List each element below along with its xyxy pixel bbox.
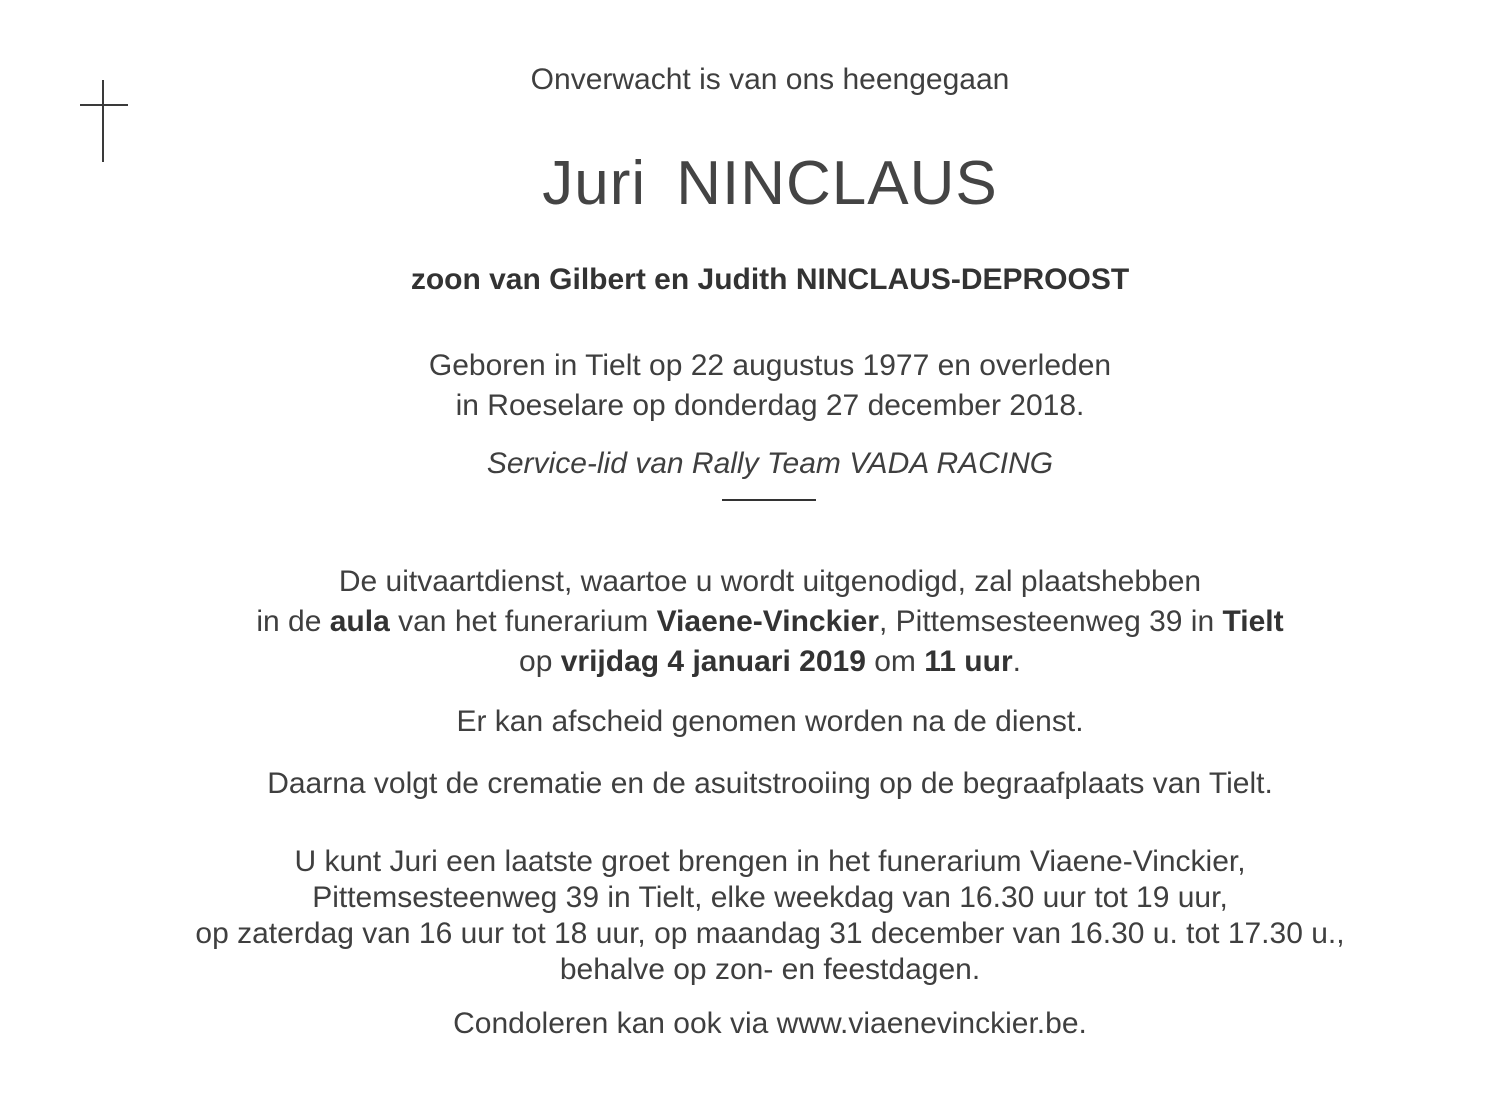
- visitation-line-4: behalve op zon- en feestdagen.: [559, 953, 981, 986]
- farewell-text: Er kan afscheid genomen worden na de dienst.: [456, 705, 1084, 738]
- funeral-line-3-suffix: .: [1012, 645, 1021, 678]
- venue-name: Viaene-Vinckier: [656, 605, 879, 638]
- funeral-line-3: [0, 644, 1500, 680]
- intro-text: Onverwacht is van ons heengegaan: [530, 63, 1010, 96]
- condolences-text: Condoleren kan ook via www.viaenevinckier.be.: [453, 1007, 1087, 1040]
- birth-line-2: in Roeselare op donderdag 27 december 2018.: [455, 389, 1085, 422]
- visitation-line-2: Pittemsesteenweg 39 in Tielt, elke weekdag van 16.30 uur tot 19 uur,: [312, 881, 1228, 914]
- funeral-line-3-prefix: op: [519, 645, 561, 678]
- first-name: Juri: [542, 149, 647, 218]
- visitation-line-1: U kunt Juri een laatste groet brengen in het funerarium Viaene-Vinckier,: [294, 845, 1246, 878]
- deceased-name: [0, 148, 1500, 220]
- funeral-line-3-mid: om: [865, 645, 925, 678]
- funeral-line-2-prefix: in de: [256, 605, 330, 638]
- birth-line-1: Geboren in Tielt op 22 augustus 1977 en overleden: [428, 349, 1112, 382]
- venue-city: Tielt: [1222, 605, 1284, 638]
- visitation-line-3: op zaterdag van 16 uur tot 18 uur, op maandag 31 december van 16.30 u. tot 17.30 u.,: [195, 917, 1345, 950]
- last-name: NINCLAUS: [676, 149, 998, 218]
- venue-address: , Pittemsesteenweg 39 in: [878, 605, 1223, 638]
- cross-horizontal-bar: [80, 104, 128, 106]
- funeral-date: vrijdag 4 januari 2019: [560, 645, 866, 678]
- funeral-line-1: De uitvaartdienst, waartoe u wordt uitgenodigd, zal plaatshebben: [338, 565, 1202, 598]
- funeral-line-2-mid: van het funerarium: [389, 605, 657, 638]
- service-member-text: Service-lid van Rally Team VADA RACING: [486, 447, 1054, 480]
- venue-type: aula: [329, 605, 390, 638]
- funeral-time: 11 uur: [924, 645, 1013, 678]
- cremation-text: Daarna volgt de crematie en de asuitstrooiing op de begraafplaats van Tielt.: [267, 767, 1273, 800]
- funeral-line-2: [0, 604, 1500, 640]
- parents-text: zoon van Gilbert en Judith NINCLAUS-DEPROOST: [410, 263, 1130, 296]
- divider: [722, 499, 816, 501]
